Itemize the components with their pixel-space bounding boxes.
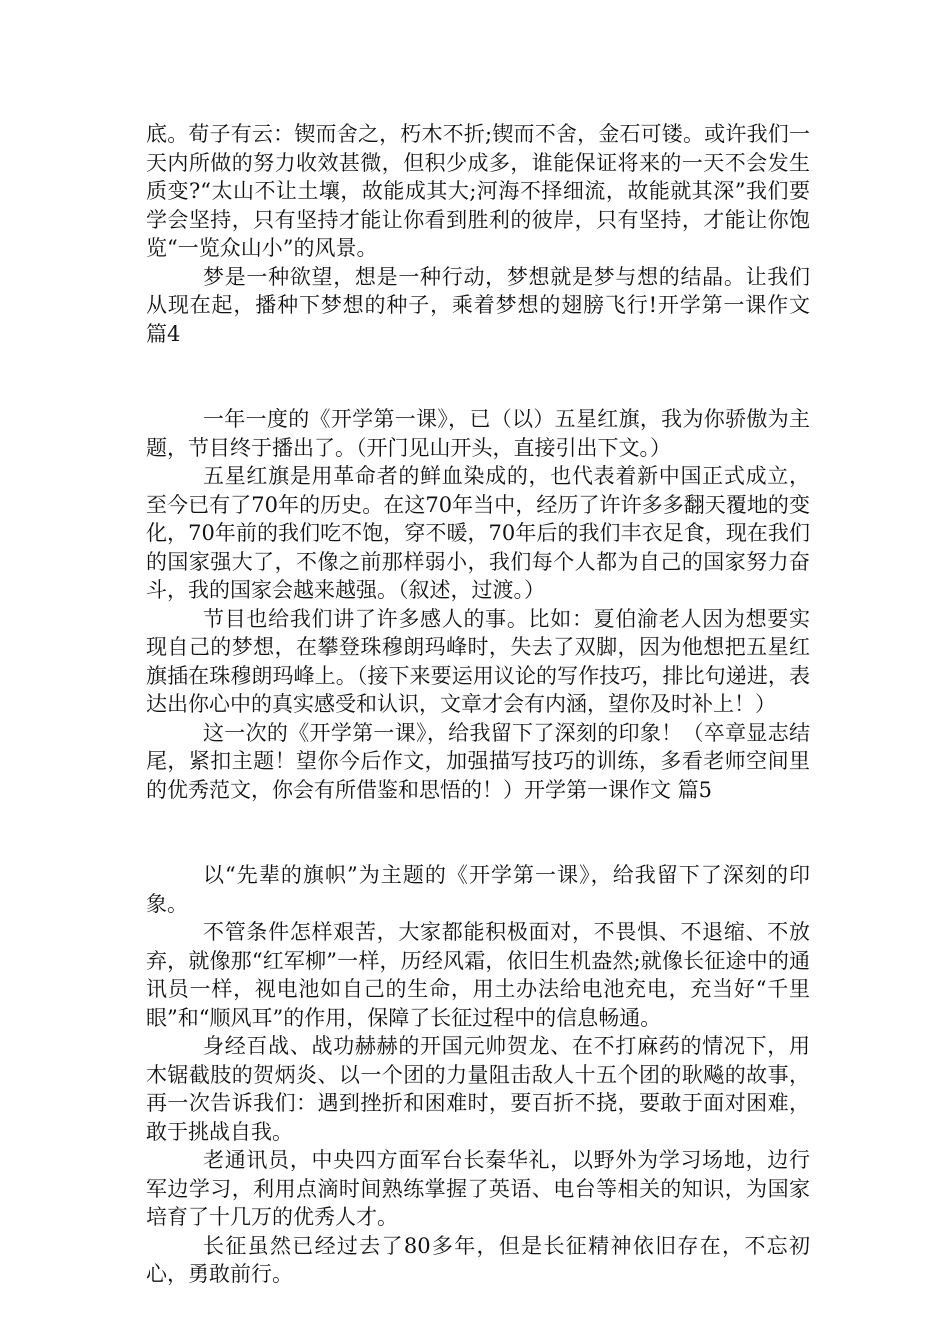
section-gap <box>146 804 810 861</box>
paragraph-hardship: 不管条件怎样艰苦，大家都能积极面对，不畏惧、不退缩、不放弃，就像那“红军柳”一样，历经风霜，依旧生机盎然;就像长征途中的通讯员一样，视电池如自己的生命，用土办法给电池充电，充当好“千里眼”和“顺风耳”的作用，保障了长征过程中的信息畅通。 <box>146 920 810 1030</box>
paragraph-spirit: 长征虽然已经过去了80多年，但是长征精神依旧存在，不忘初心，勇敢前行。 <box>146 1233 810 1286</box>
paragraph-heroes: 身经百战、战功赫赫的开国元帅贺龙、在不打麻药的情况下，用木锯截肢的贺炳炎、以一个团的力量阻击敌人十五个团的耿飚的故事，再一次告诉我们：遇到挫折和困难时，要百折不挠，要敢于面对困难，敢于挑战自我。 <box>146 1034 810 1144</box>
paragraph-flag: 五星红旗是用革命者的鲜血染成的，也代表着新中国正式成立，至今已有了70年的历史。在这70年当中，经历了许许多多翻天覆地的变化，70年前的我们吃不饱，穿不暖，70年后的我们丰衣足食，现在我们的国家强大了，不像之前那样弱小，我们每个人都为自己的国家努力奋斗，我的国家会越来越强。（叙述，过渡。） <box>146 464 810 602</box>
section-gap <box>146 348 810 405</box>
paragraph-continued: 底。荀子有云：锲而舍之，朽木不折;锲而不舍，金石可镂。或许我们一天内所做的努力收效甚微，但积少成多，谁能保证将来的一天不会发生质变?“太山不让土壤，故能成其大;河海不择细流，故能就其深”我们要学会坚持，只有坚持才能让你看到胜利的彼岸，只有坚持，才能让你饱览“一览众山小”的风景。 <box>146 122 810 260</box>
paragraph-operator: 老通讯员，中央四方面军台长秦华礼，以野外为学习场地，边行军边学习，利用点滴时间熟练掌握了英语、电台等相关的知识，为国家培育了十几万的优秀人才。 <box>146 1148 810 1229</box>
paragraph-conclusion: 这一次的《开学第一课》，给我留下了深刻的印象！（卒章显志结尾，紧扣主题！望你今后作文，加强描写技巧的训练，多看老师空间里的优秀范文，你会有所借鉴和思悟的！）开学第一课作文 篇5 <box>146 720 810 802</box>
paragraph-intro: 一年一度的《开学第一课》，已（以）五星红旗，我为你骄傲为主题，节目终于播出了。（开门见山开头，直接引出下文。） <box>146 407 810 460</box>
paragraph-dream: 梦是一种欲望，想是一种行动，梦想就是梦与想的结晶。让我们从现在起，播种下梦想的种子，乘着梦想的翅膀飞行!开学第一课作文 篇4 <box>146 264 810 346</box>
body-text <box>146 120 810 1289</box>
paragraph-theme: 以“先辈的旗帜”为主题的《开学第一课》，给我留下了深刻的印象。 <box>146 863 810 916</box>
paragraph-story: 节目也给我们讲了许多感人的事。比如：夏伯渝老人因为想要实现自己的梦想，在攀登珠穆朗玛峰时，失去了双脚，因为他想把五星红旗插在珠穆朗玛峰上。（接下来要运用议论的写作技巧，排比句递进，表达出你心中的真实感受和认识，文章才会有内涵，望你及时补上！） <box>146 606 810 716</box>
